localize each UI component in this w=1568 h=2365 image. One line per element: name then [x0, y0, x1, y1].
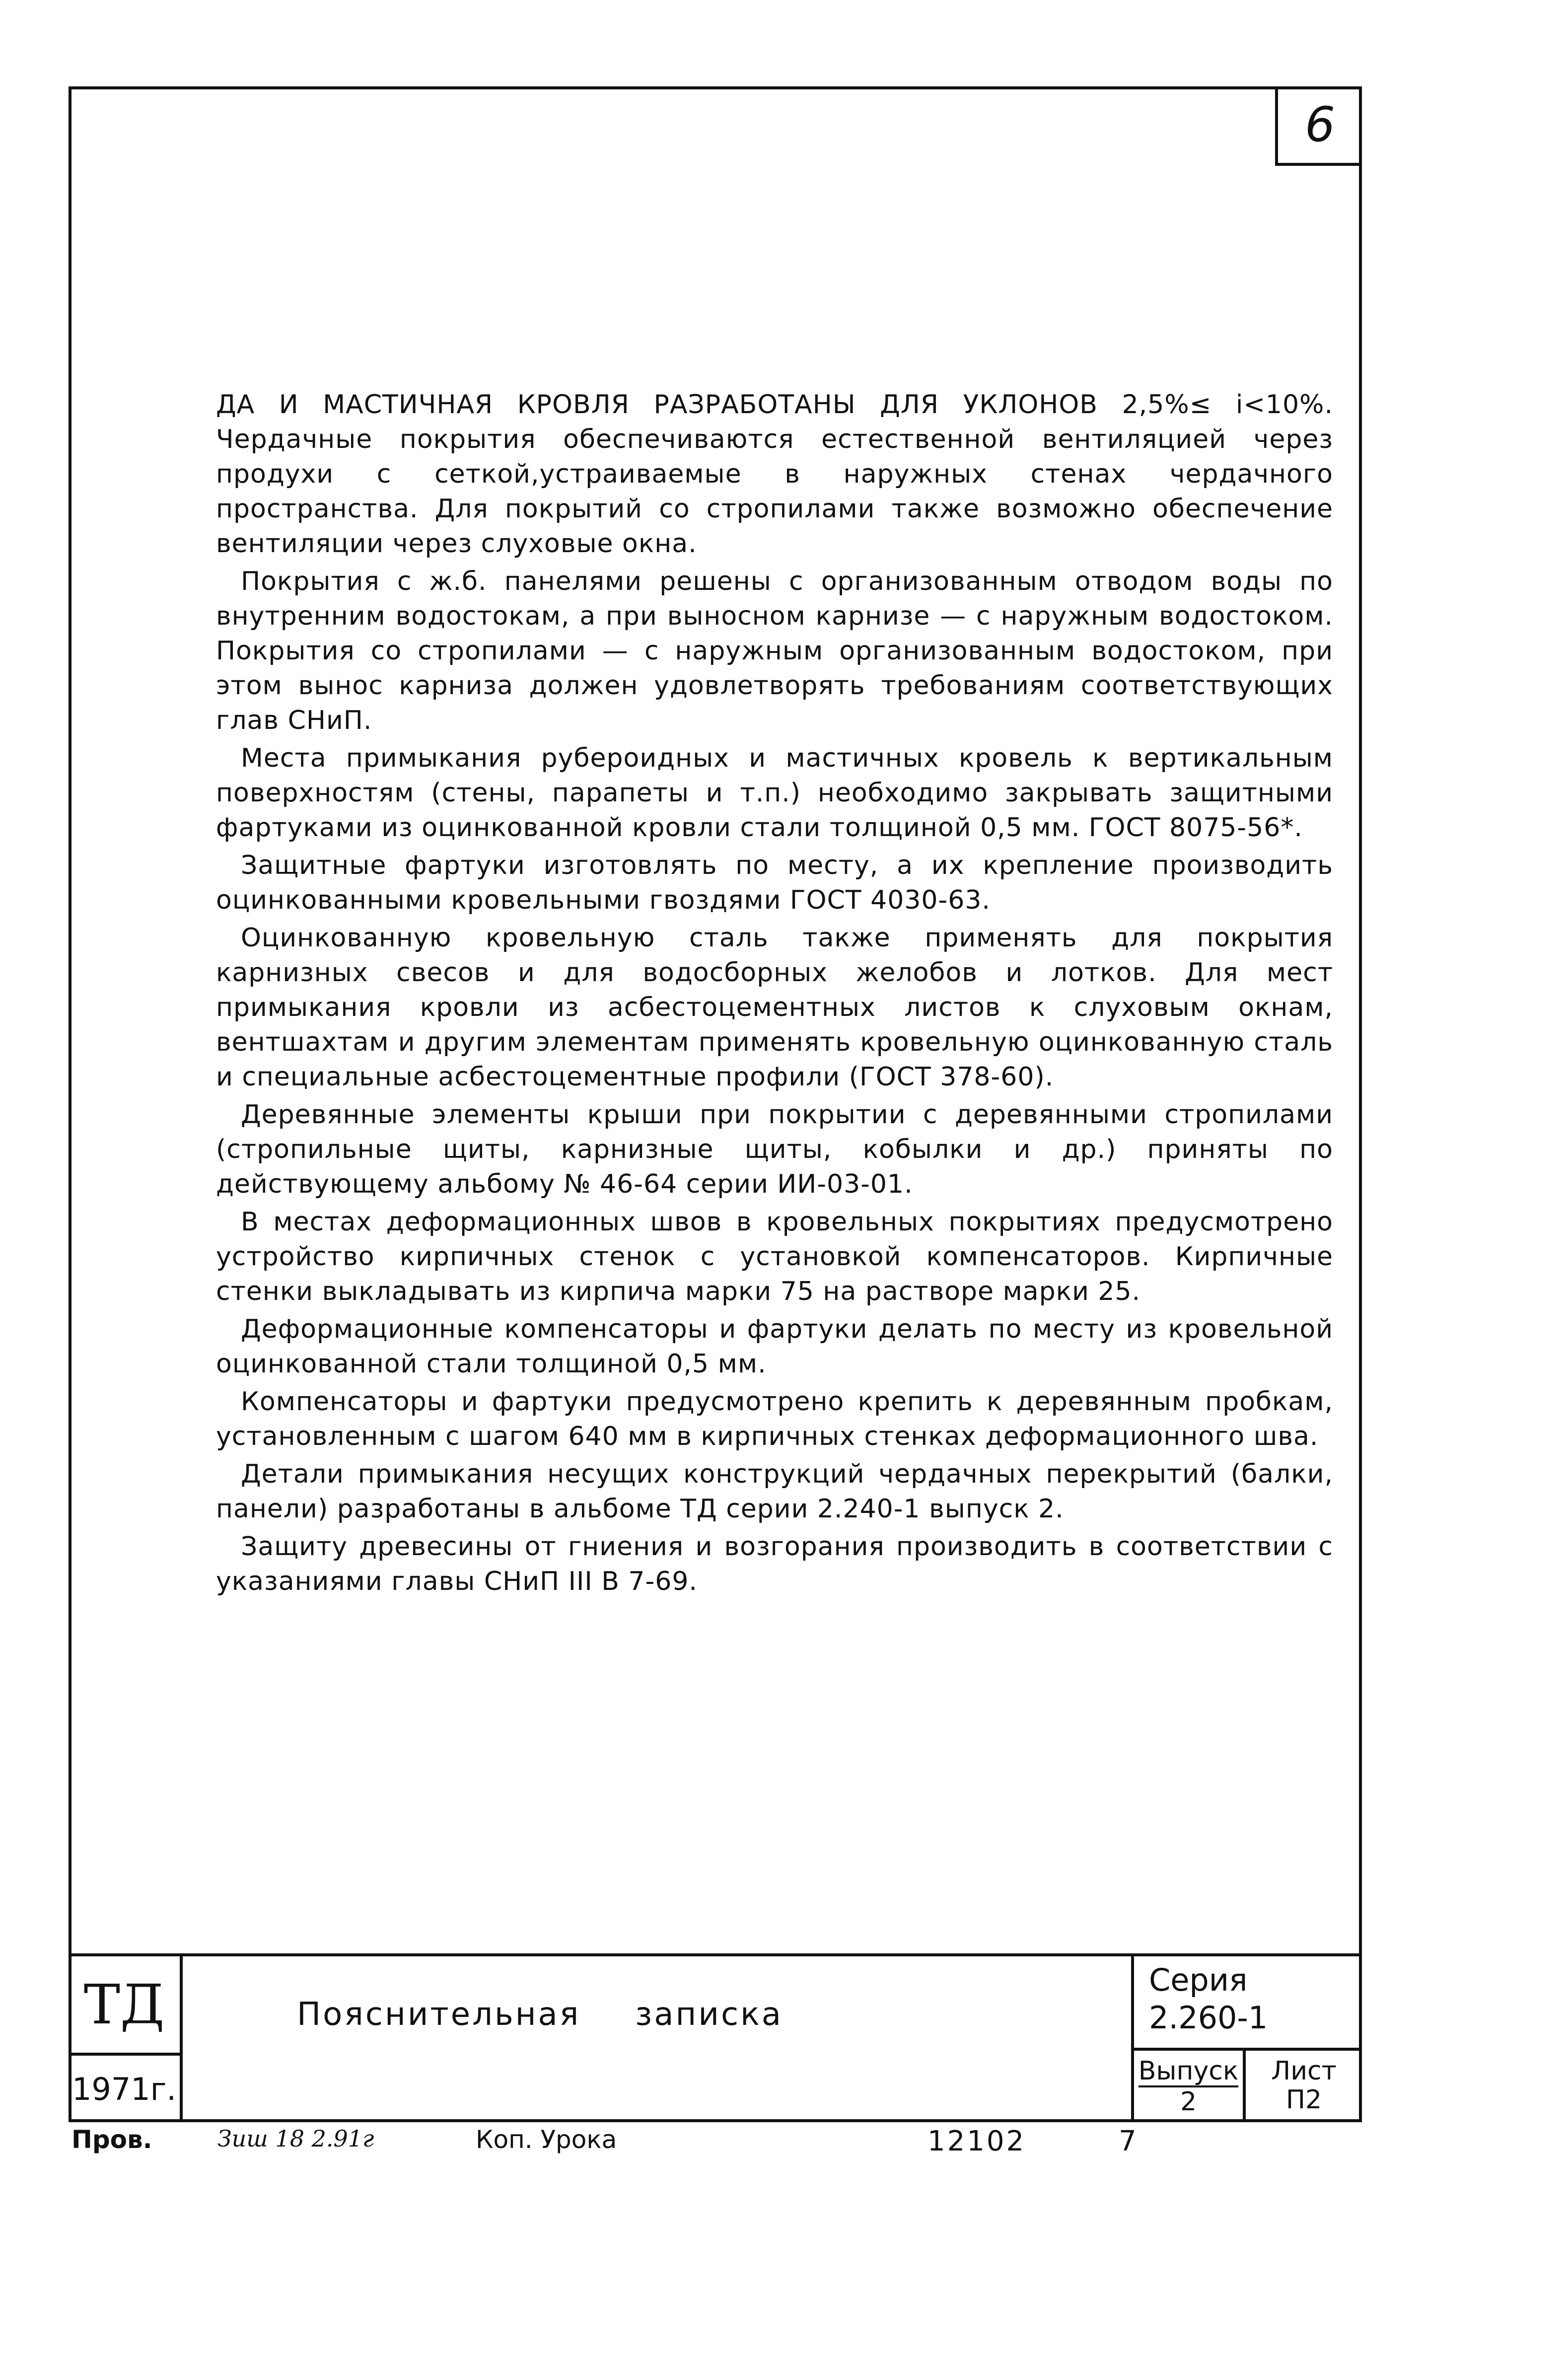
paragraph-roofing-ventilation: ДА И МАСТИЧНАЯ КРОВЛЯ РАЗРАБОТАНЫ ДЛЯ УКЛОНОВ 2,5%≤ і<10%. Чердачные покрытия обеспечиваются естественной вентиляцией через продухи с сеткой,устраиваемые в наружных стенах чердачного пространства. Для покрытий со стропилами также возможно обеспечение вентиляции через слуховые окна. — [216, 390, 1333, 559]
page-number: 6 — [1275, 86, 1362, 166]
list-cell — [1246, 2051, 1362, 2122]
inventory-number: 12102 — [927, 2125, 1026, 2157]
copied-by: Коп. Урока — [476, 2125, 617, 2154]
title-block-series-cell — [1131, 1956, 1362, 2122]
list-value: П2 — [1285, 2085, 1322, 2115]
series-value: 2.260-1 — [1149, 2000, 1268, 2036]
year: 1971г. — [71, 2071, 177, 2107]
list-label: Лист — [1271, 2056, 1337, 2086]
vypusk-label: Выпуск — [1139, 2057, 1239, 2087]
title-block-org-cell — [69, 1956, 183, 2122]
paragraph-wood-protection: Защиту древесины от гниения и возгорания производить в соответствии с указаниями главы СНиП III В 7-69. — [216, 1532, 1333, 1596]
paragraph-deformation-joints: В местах деформационных швов в кровельных покрытиях предусмотрено устройство кирпичных стенок с установкой компенсаторов. Кирпичные стенки выкладывать из кирпича марки 75 на растворе марки 25. — [216, 1207, 1333, 1306]
footer-stamp-line — [69, 2125, 1362, 2165]
paragraph-drainage: Покрытия с ж.б. панелями решены с организованным отводом воды по внутренним водостокам, а при выносном карнизе — с наружным водостоком. Покрытия со стропилами — с наружным организованным водостоком, при этом вынос карниза должен удовлетворять требованиям соответствующих глав СНиП. — [216, 567, 1333, 735]
series-label: Серия — [1149, 1962, 1248, 1998]
sheet-page-number: 7 — [1119, 2125, 1137, 2157]
explanatory-note-text — [216, 387, 1333, 1602]
paragraph-support-details: Детали примыкания несущих конструкций чердачных перекрытий (балки, панели) разработаны в альбоме ТД серии 2.240-1 выпуск 2. — [216, 1459, 1333, 1524]
paragraph-flashings: Места примыкания рубероидных и мастичных кровель к вертикальным поверхностям (стены, парапеты и т.п.) необходимо закрывать защитными фартуками из оцинкованной кровли стали толщиной 0,5 мм. ГОСТ 8075-56*. — [216, 743, 1333, 843]
vypusk-value: 2 — [1180, 2087, 1197, 2117]
series-cell — [1134, 1956, 1362, 2051]
paragraph-compensators: Деформационные компенсаторы и фартуки делать по месту из кровельной оцинкованной стали толщиной 0,5 мм. — [216, 1314, 1333, 1379]
paragraph-compensator-fixing: Компенсаторы и фартуки предусмотрено крепить к деревянным пробкам, установленным с шагом 640 мм в кирпичных стенках деформационного шва. — [216, 1387, 1333, 1451]
document-title-word-1: Пояснительная — [297, 1996, 581, 2033]
paragraph-flashing-fixing: Защитные фартуки изготовлять по месту, а их крепление производить оцинкованными кровельными гвоздями ГОСТ 4030-63. — [216, 851, 1333, 915]
checker-signature: Зиш 18 2.91г — [217, 2125, 374, 2152]
paragraph-timber-elements: Деревянные элементы крыши при покрытии с деревянными стропилами (стропильные щиты, карнизные щиты, кобылки и др.) приняты по действующему альбому № 46-64 серии ИИ-03-01. — [216, 1100, 1333, 1199]
document-title-word-2: записка — [635, 1996, 783, 2033]
document-title — [297, 1996, 783, 2033]
org-code: ТД — [69, 1956, 180, 2056]
vypusk-cell — [1134, 2051, 1246, 2122]
checked-label: Пров. — [71, 2125, 152, 2154]
title-block — [69, 1953, 1362, 2122]
paragraph-galvanized-steel: Оцинкованную кровельную сталь также применять для покрытия карнизных свесов и для водосборных желобов и лотков. Для мест примыкания кровли из асбестоцементных листов к слуховым окнам, вентшахтам и другим элементам применять кровельную оцинкованную сталь и специальные асбестоцементные профили (ГОСТ 378-60). — [216, 923, 1333, 1092]
